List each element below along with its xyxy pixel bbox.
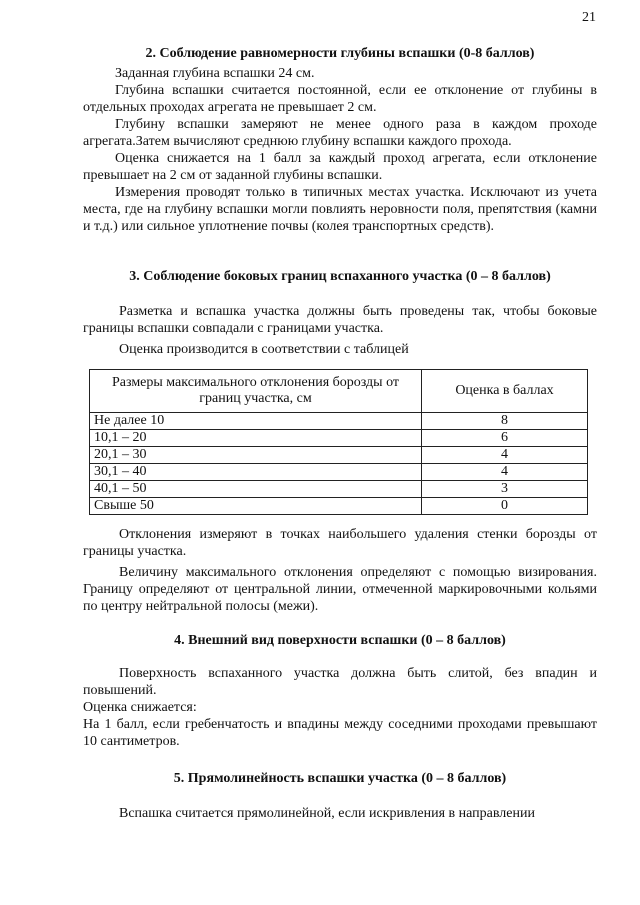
section-2-paragraph: Заданная глубина вспашки 24 см. [115,66,315,81]
section-3-paragraph: Разметка и вспашка участка должны быть проведены так, чтобы боковые границы вспашки совпадали с границами участка. [83,304,597,336]
table-cell-score: 6 [422,430,588,447]
table-header-deviation: Размеры максимального отклонения борозды от границ участка, см [90,370,422,413]
table-row [90,413,588,430]
deviation-score-table [89,369,588,515]
table-cell-score: 8 [422,413,588,430]
table-row [90,498,588,515]
table-row [90,481,588,498]
table-cell-range: 30,1 – 40 [90,464,422,481]
section-3-after-table [83,526,597,615]
section-2-paragraph: Оценка снижается на 1 балл за каждый проход агрегата, если отклонение превышает на 2 см от заданной глубины вспашки. [83,151,597,183]
table-cell-score: 4 [422,447,588,464]
section-3-note: Отклонения измеряют в точках наибольшего удаления стенки борозды от границы участка. [83,527,597,559]
section-3-note: Величину максимального отклонения определяют с помощью визирования. Границу определяют от центральной линии, отмеченной маркировочными кольями по центру нейтральной полосы (межи). [83,565,597,614]
section-4-body [83,665,597,750]
section-5-body [83,805,597,822]
section-5-paragraph: Вспашка считается прямолинейной, если искривления в направлении [119,806,535,821]
table-cell-range: Свыше 50 [90,498,422,515]
section-2-body [83,65,597,235]
table-cell-score: 3 [422,481,588,498]
table-cell-range: 20,1 – 30 [90,447,422,464]
section-3-body [83,303,597,358]
section-2-paragraph: Глубина вспашки считается постоянной, если ее отклонение от глубины в отдельных проходах агрегата не превышает 2 см. [83,83,597,115]
table-header-score: Оценка в баллах [422,370,588,413]
table-row [90,447,588,464]
table-cell-score: 0 [422,498,588,515]
section-4-paragraph: Поверхность вспаханного участка должна быть слитой, без впадин и повышений. [83,666,597,698]
table-cell-range: Не далее 10 [90,413,422,430]
table-cell-score: 4 [422,464,588,481]
page-number: 21 [582,10,596,25]
section-3-heading: 3. Соблюдение боковых границ вспаханного участка (0 – 8 баллов) [129,269,551,284]
section-2-paragraph: Измерения проводят только в типичных местах участка. Исключают из учета места, где на глубину вспашки могли повлиять неровности поля, препятствия (камни и т.д.) или сильное уплотнение почвы (колея транспортных средств). [83,185,597,234]
section-2-paragraph: Глубину вспашки замеряют не менее одного раза в каждом проходе агрегата.Затем вычисляют среднюю глубину вспашки каждого прохода. [83,117,597,149]
section-4-paragraph: Оценка снижается: [83,700,197,715]
table-header-row [90,370,588,413]
section-2-heading: 2. Соблюдение равномерности глубины вспашки (0-8 баллов) [145,46,535,61]
section-5-heading: 5. Прямолинейность вспашки участка (0 – 8 баллов) [173,771,507,786]
table-cell-range: 40,1 – 50 [90,481,422,498]
section-4-heading: 4. Внешний вид поверхности вспашки (0 – 8 баллов) [174,633,506,648]
section-3-paragraph: Оценка производится в соответствии с таблицей [119,342,409,357]
table-cell-range: 10,1 – 20 [90,430,422,447]
table-row [90,464,588,481]
table-row [90,430,588,447]
section-4-paragraph: На 1 балл, если гребенчатость и впадины между соседними проходами превышают 10 сантиметров. [83,717,597,749]
